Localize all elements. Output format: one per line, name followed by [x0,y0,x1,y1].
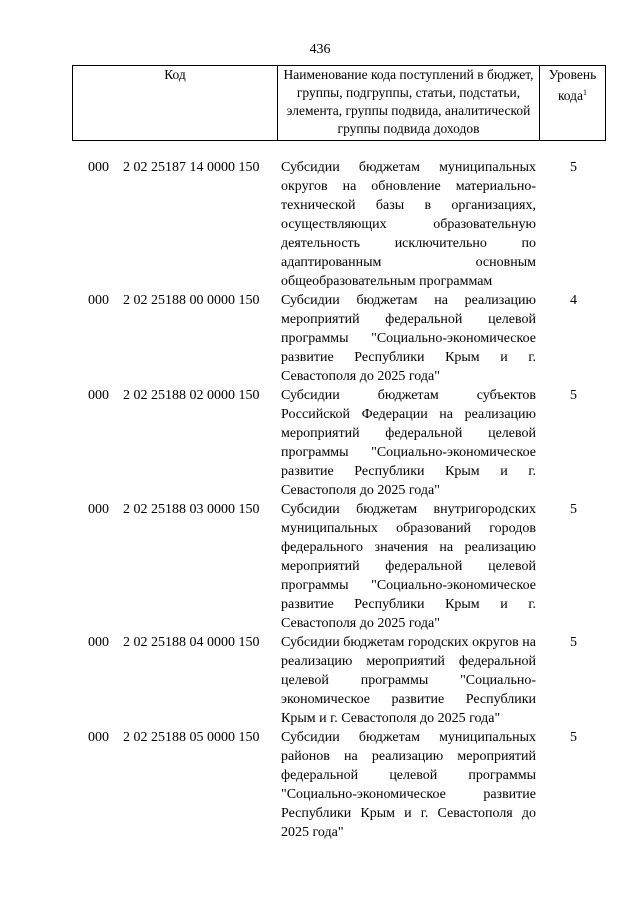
table-row [0,500,640,633]
row-prefix: 000 [88,293,109,308]
row-prefix: 000 [88,635,109,650]
table-header [72,65,606,141]
header-code: Код [73,66,278,141]
row-code: 2 02 25188 04 0000 150 [123,635,260,650]
row-name: Субсидии бюджетам городских округов на реализацию мероприятий федеральной целевой программы "Социально-экономическое развитие Республики Крым и г. Севастополя до 2025 года" [281,635,536,726]
row-code: 2 02 25188 05 0000 150 [123,730,260,745]
row-code: 2 02 25188 03 0000 150 [123,502,260,517]
row-name: Субсидии бюджетам субъектов Российской Федерации на реализацию мероприятий федеральной целевой программы "Социально-экономическое развитие Республики Крым и г. Севастополя до 2025 года" [281,388,536,498]
row-level: 5 [570,502,577,517]
row-name: Субсидии бюджетам внутригородских муниципальных образований городов федерального значения на реализацию мероприятий федеральной целевой программы "Социально-экономическое развитие Республики Крым и г. Севастополя до 2025 года" [281,502,536,631]
row-name: Субсидии бюджетам на реализацию мероприятий федеральной целевой программы "Социально-экономическое развитие Республики Крым и г. Севастополя до 2025 года" [281,293,536,384]
header-name: Наименование кода поступлений в бюджет, группы, подгруппы, статьи, подстатьи, элемента, группы подвида, аналитической группы подвида доходов [278,66,540,141]
row-prefix: 000 [88,160,109,175]
table-row [0,386,640,500]
row-code: 2 02 25188 00 0000 150 [123,293,260,308]
row-prefix: 000 [88,388,109,403]
table-row [0,158,640,291]
row-level: 4 [570,293,577,308]
row-level: 5 [570,635,577,650]
footnote-marker: 1 [583,88,588,97]
header-level [540,66,606,141]
table-body [0,158,640,842]
row-level: 5 [570,388,577,403]
table-row [0,728,640,842]
header-level-line1: Уровень [548,67,597,82]
row-name: Субсидии бюджетам муниципальных округов на обновление материально-технической базы в организациях, осуществляющих образовательную деятельность исключительно по адаптированным основным общеобразовательным программам [281,160,536,289]
table-row [0,633,640,728]
row-level: 5 [570,160,577,175]
row-prefix: 000 [88,502,109,517]
row-code: 2 02 25188 02 0000 150 [123,388,260,403]
table-row [0,291,640,386]
row-level: 5 [570,730,577,745]
row-prefix: 000 [88,730,109,745]
row-code: 2 02 25187 14 0000 150 [123,160,260,175]
header-level-line2: кода [557,88,584,103]
page-number: 436 [309,42,331,57]
row-name: Субсидии бюджетам муниципальных районов на реализацию мероприятий федеральной целевой программы "Социально-экономическое развитие Республики Крым и г. Севастополя до 2025 года" [281,730,536,840]
